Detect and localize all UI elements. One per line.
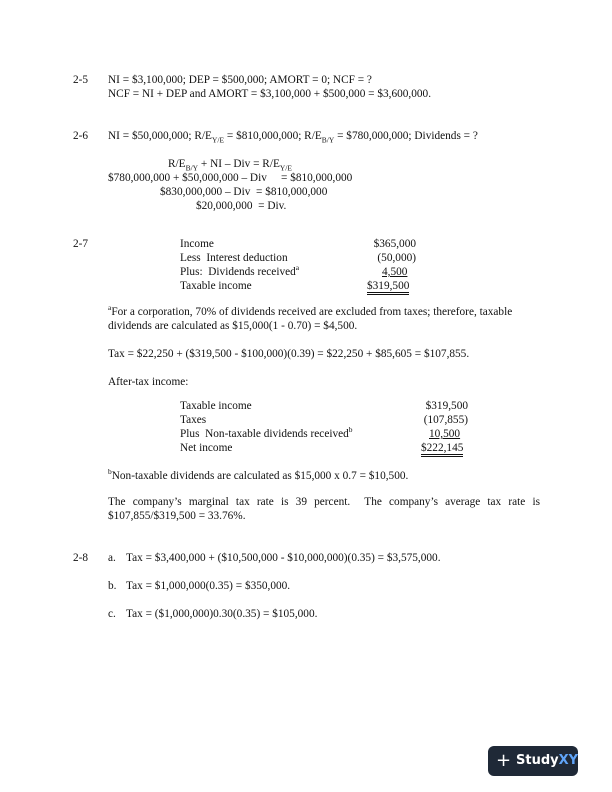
p28-c-text: Tax = ($1,000,000)0.30(0.35) = $105,000. <box>126 608 318 620</box>
at-net-income-value: $222,145 <box>421 441 463 455</box>
tax-rates-line1: The company’s marginal tax rate is 39 percent. The company’s average tax rate is <box>108 496 540 508</box>
p28-b-label: b. <box>108 580 117 592</box>
problem-number-2-8: 2-8 <box>73 552 89 564</box>
interest-deduction-value: (50,000) <box>377 252 416 264</box>
p28-b-text: Tax = $1,000,000(0.35) = $350,000. <box>126 580 291 592</box>
footnote-a-line2: dividends are calculated as $15,000(1 - 0.70) = $4,500. <box>108 320 358 332</box>
tax-rates-line2: $107,855/$319,500 = 33.76%. <box>108 510 246 522</box>
logo-text: StudyXY <box>516 753 579 768</box>
at-nontaxable-label: Plus Non-taxable dividends received$^b$ <box>180 425 353 440</box>
income-value: $365,000 <box>373 238 416 250</box>
at-taxes-value: (107,855) <box>423 414 468 426</box>
after-tax-heading: After-tax income: <box>108 376 189 388</box>
problem-number-2-5: 2-5 <box>73 74 89 86</box>
studyxy-logo[interactable] <box>488 746 578 776</box>
at-nontaxable-value: 10,500 <box>429 428 461 440</box>
problem-number-2-7: 2-7 <box>73 238 89 250</box>
p26-equation-2: $780,000,000 + $50,000,000 – Div = $810,000,000 <box>108 172 353 184</box>
p28-c-label: c. <box>108 608 116 620</box>
taxable-income-label: Taxable income <box>180 280 252 292</box>
taxable-income-value: $319,500 <box>367 279 409 293</box>
at-taxable-value: $319,500 <box>425 400 468 412</box>
p26-given: NI = $50,000,000; $R/E_{Y/E}$ = $810,000,000; $R/E_{B/Y}$ = $780,000,000; Dividends = ? <box>108 130 478 145</box>
tax-calculation: Tax = $22,250 + ($319,500 - $100,000)(0.39) = $22,250 + $85,605 = $107,855. <box>108 348 470 360</box>
p28-a-label: a. <box>108 552 116 564</box>
footnote-a-line1: $^a$For a corporation, 70% of dividends received are excluded from taxes; therefore, taxable <box>108 303 513 318</box>
problem-number-2-6: 2-6 <box>73 130 89 142</box>
p25-line2: NCF = NI + DEP and AMORT = $3,100,000 + $500,000 = $3,600,000. <box>108 88 432 100</box>
footnote-b: $^b$Non-taxable dividends are calculated as $15,000 x 0.7 = $10,500. <box>108 467 409 482</box>
at-taxes-label: Taxes <box>180 414 207 426</box>
p26-equation-4: $20,000,000 = Div. <box>196 200 287 212</box>
at-taxable-label: Taxable income <box>180 400 252 412</box>
p25-line1: NI = $3,100,000; DEP = $500,000; AMORT = 0; NCF = ? <box>108 74 372 86</box>
income-label: Income <box>180 238 214 250</box>
dividends-received-value: 4,500 <box>382 266 408 278</box>
dividends-received-label: Plus: Dividends received$^a$ <box>180 263 300 278</box>
p28-a-text: Tax = $3,400,000 + ($10,500,000 - $10,000,000)(0.35) = $3,575,000. <box>126 552 441 564</box>
p26-equation-3: $830,000,000 – Div = $810,000,000 <box>160 186 328 198</box>
at-net-income-label: Net income <box>180 442 233 454</box>
plus-icon: + <box>496 750 512 771</box>
interest-deduction-label: Less Interest deduction <box>180 252 288 264</box>
p26-equation-1: $R/E_{B/Y}$ + NI – Div = $R/E_{Y/E}$ <box>168 158 292 173</box>
